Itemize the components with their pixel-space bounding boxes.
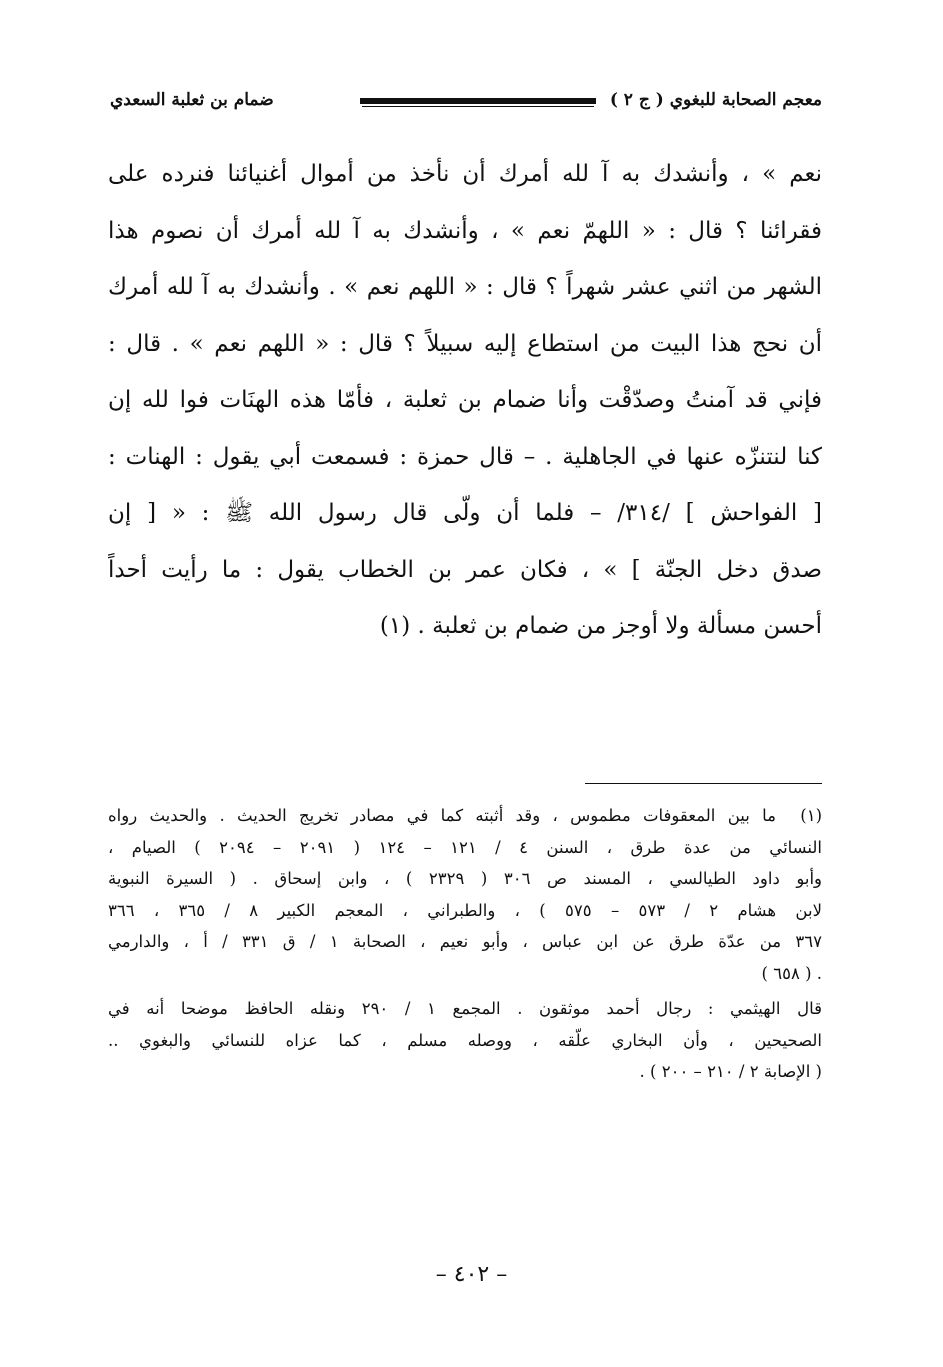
footnote-separator: [585, 783, 822, 784]
page-number: – ٤٠٢ –: [435, 1262, 508, 1287]
footnotes: [108, 800, 822, 1088]
footnote-line: النسائي من عدة طرق ، السنن ٤ / ١٢١ – ١٢٤ ( ٢٠٩١ – ٢٠٩٤ ) الصيام ،: [108, 837, 822, 857]
book-title: معجم الصحابة للبغوي ( ج ٢ ): [609, 90, 822, 110]
text-line: نعم » ، وأنشدك به آ لله أمرك أن نأخذ من أموال أغنيائنا فنرده على: [108, 161, 822, 187]
text-line: [ الفواحش ] /٣١٤/ – فلما أن ولّى قال رسول الله ﷺ : « [ إن: [108, 500, 822, 526]
text-line: كنا لنتنزّه عنها في الجاهلية . – قال حمزة : فسمعت أبي يقول : الهنات :: [108, 443, 822, 470]
text-line: فقرائنا ؟ قال : « اللهمّ نعم » ، وأنشدك به آ لله أمرك أن نصوم هذا: [108, 217, 822, 244]
text-line: أن نحج هذا البيت من استطاع إليه سبيلاً ؟ قال : « اللهم نعم » . قال :: [108, 330, 822, 357]
text-line: فإني قد آمنتُ وصدّقْت وأنا ضمام بن ثعلبة ، فأمّا هذه الهنَات فوا لله إن: [108, 387, 822, 413]
footnote-line: ( الإصابة ٢ / ٢١٠ – ٢٠٠ ) .: [639, 1062, 822, 1081]
text-line: أحسن مسألة ولا أوجز من ضمام بن ثعلبة . (١): [379, 613, 822, 639]
footnote-line: الصحيحين ، وأن البخاري علّقه ، ووصله مسلم ، كما عزاه للنسائي والبغوي ..: [108, 1030, 822, 1050]
header-rule-thin: [362, 106, 594, 107]
footnote-text: ما بين المعقوفات مطموس ، وقد أثبته كما في مصادر تخريج الحديث . والحديث رواه: [108, 806, 776, 825]
running-header: [110, 88, 822, 116]
header-rule: [360, 98, 596, 104]
footnote-line: [108, 800, 822, 832]
text-line: الشهر من اثني عشر شهراً ؟ قال : « اللهم نعم » . وأنشدك به آ لله أمرك: [108, 274, 822, 300]
main-text: [108, 146, 822, 655]
text-line: صدق دخل الجنّة ] » ، فكان عمر بن الخطاب يقول : ما رأيت أحداً: [108, 556, 822, 583]
footnote-marker: (١): [800, 806, 822, 825]
footnote-line: لابن هشام ٢ / ٥٧٣ – ٥٧٥ ) ، والطبراني ، المعجم الكبير ٨ / ٣٦٥ ، ٣٦٦: [108, 900, 822, 920]
footnote-line: . ( ٦٥٨ ): [761, 963, 822, 983]
footnote-paragraph: [108, 993, 822, 1088]
footnote-line: ٣٦٧ من عدّة طرق عن ابن عباس ، وأبو نعيم ، الصحابة ١ / ق ٣٣١ / أ ، والدارمي: [108, 932, 822, 951]
chapter-title: ضمام بن ثعلبة السعدي: [110, 90, 274, 110]
footnote-line: وأبو داود الطيالسي ، المسند ص ٣٠٦ ( ٢٣٢٩ ) ، وابن إسحاق . ( السيرة النبوية: [108, 869, 822, 888]
footnote-line: قال الهيثمي : رجال أحمد موثقون . المجمع ١ / ٢٩٠ ونقله الحافظ موضحا أنه في: [108, 999, 822, 1018]
